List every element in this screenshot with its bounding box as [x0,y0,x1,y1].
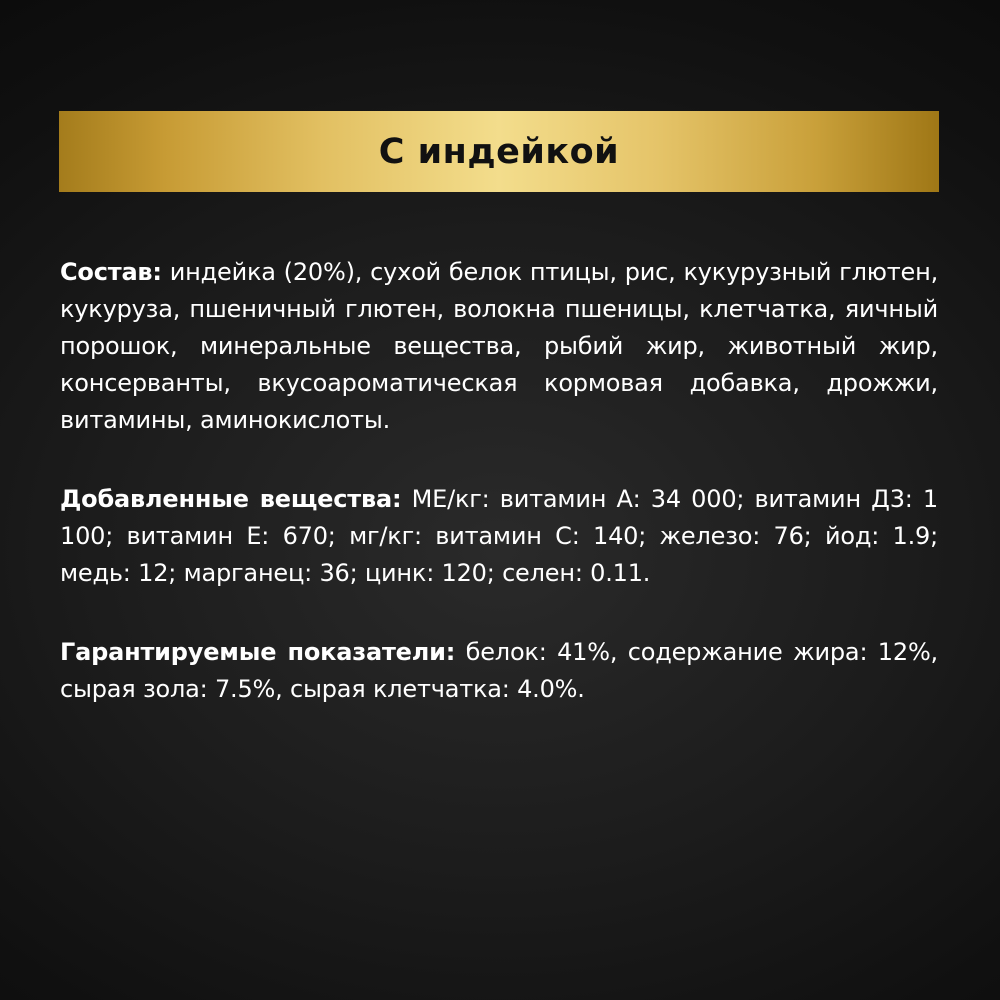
additives-text: МЕ/кг: витамин А: 34 000; витамин Д3: 1 100; витамин Е: 670; мг/кг: витамин С: 140; железо: 76; йод: 1.9; медь: 12; марганец: 36; цинк: 120; селен: 0.11. [60,485,938,587]
additives-paragraph [60,481,938,592]
guaranteed-analysis-paragraph [60,634,938,708]
guaranteed-analysis-label: Гарантируемые показатели: [60,638,456,666]
product-info [60,254,938,708]
guaranteed-analysis-text: белок: 41%, содержание жира: 12%, сырая зола: 7.5%, сырая клетчатка: 4.0%. [60,638,938,703]
composition-label: Состав: [60,258,162,286]
title-banner [59,111,939,192]
banner-title: С индейкой [378,131,620,172]
composition-paragraph [60,254,938,439]
composition-text: индейка (20%), сухой белок птицы, рис, кукурузный глютен, кукуруза, пшеничный глютен, волокна пшеницы, клетчатка, яичный порошок, минеральные вещества, рыбий жир, животный жир, консерванты, вкусоароматическая кормовая добавка, дрожжи, витамины, аминокислоты. [60,258,939,434]
additives-label: Добавленные вещества: [60,485,402,513]
